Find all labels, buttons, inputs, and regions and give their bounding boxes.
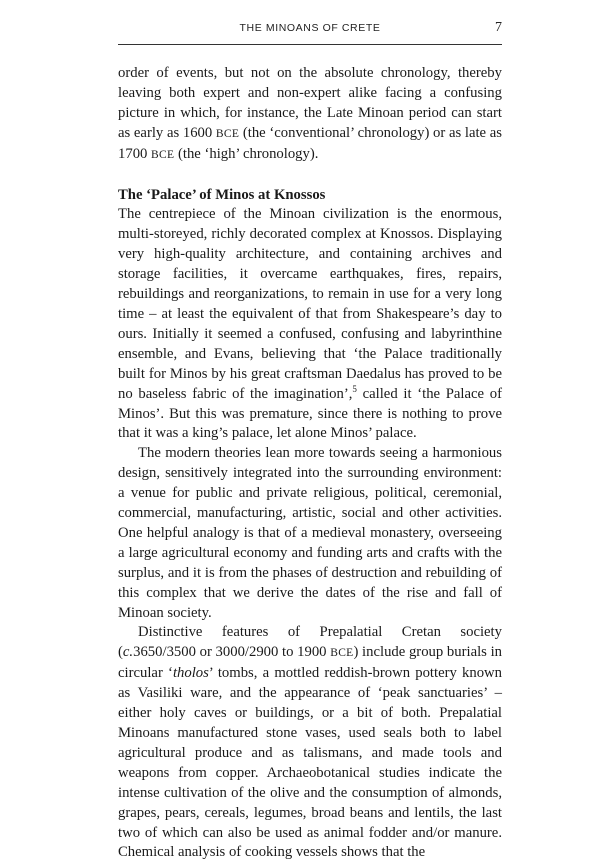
body-text: [118, 64, 502, 863]
italic-term: c.: [122, 644, 134, 661]
paragraph-chronology: [118, 64, 502, 166]
running-title: THE MINOANS OF CRETE: [239, 22, 381, 34]
text-run: called it ‘the Palace of Minos’. But this was premature, since there is nothing to prove that it was a king’s palace, let alone Minos’ palace.: [118, 385, 502, 442]
footnote-marker[interactable]: 5: [352, 383, 357, 394]
text-run: ’ tombs, a mottled reddish-brown pottery known as Vasiliki ware, and the appearance of ‘peak sanctuaries’ – either holy caves or buildings, or a bit of both. Prepalatial Minoans manufactured stone vases, used seals both to label agricultural produce and as talismans, and made tools and weapons from copper. Archaeobotanical studies indicate the intense cultivation of the olive and the consumption of almonds, grapes, pears, cereals, legumes, broad beans and lentils, the last two of which can also be used as animal fodder and/or manure. Chemical analysis of cooking vessels shows that the: [118, 665, 502, 861]
text-run: order of events, but not on the absolute chronology, thereby leaving both expert and non-expert alike facing a confusing picture in which, for instance, the Late Minoan period can start as early as 1600: [118, 65, 502, 141]
section-heading: The ‘Palace’ of Minos at Knossos: [118, 186, 326, 203]
paragraph-palace: [118, 205, 502, 444]
running-head: [118, 20, 502, 40]
era-abbreviation: BCE: [215, 127, 240, 140]
paragraph-modern-theories: The modern theories lean more towards seeing a harmonious design, sensitively integrated into the surrounding environment: a venue for public and private religious, political, ceremonial, commercial, manufacturing, artistic, social and other activities. One helpful analogy is that of a medieval monastery, overseeing a large agricultural economy and funding arts and crafts with the surplus, and it is from the phases of destruction and rebuilding of this complex that we derive the dates of the rise and fall of Minoan society.: [118, 445, 502, 621]
text-run: 3650/3500 or 3000/2900 to 1900: [133, 644, 331, 661]
text-run: (the ‘conventional’ chronology) or as late as 1700: [118, 124, 502, 162]
text-run: (the ‘high’ chronology).: [174, 145, 319, 162]
paragraph-prepalatial: [118, 623, 502, 863]
text-run: ) include group burials in circular ‘: [118, 644, 502, 682]
era-abbreviation: BCE: [330, 647, 354, 660]
page-number: 7: [495, 20, 502, 35]
italic-term: tholos: [172, 665, 209, 682]
text-run: The centrepiece of the Minoan civilization is the enormous, multi-storeyed, richly decorated complex at Knossos. Displaying very high-quality architecture, and containing archives and storage facilities, it overcame earthquakes, fires, repairs, rebuildings and reorganizations, to remain in use for a very long time – at least the equivalent of that from Shakespeare’s day to ours. Initially it seemed a confused, confusing and labyrinthine ensemble, and Evans, believing that ‘the Palace traditionally built for Minos by his great craftsman Daedalus has proved to be no baseless fabric of the imagination’,: [118, 206, 502, 402]
text-run: Distinctive features of Prepalatial Cretan society (: [118, 624, 502, 661]
header-rule: [118, 44, 502, 45]
era-abbreviation: BCE: [151, 148, 175, 161]
